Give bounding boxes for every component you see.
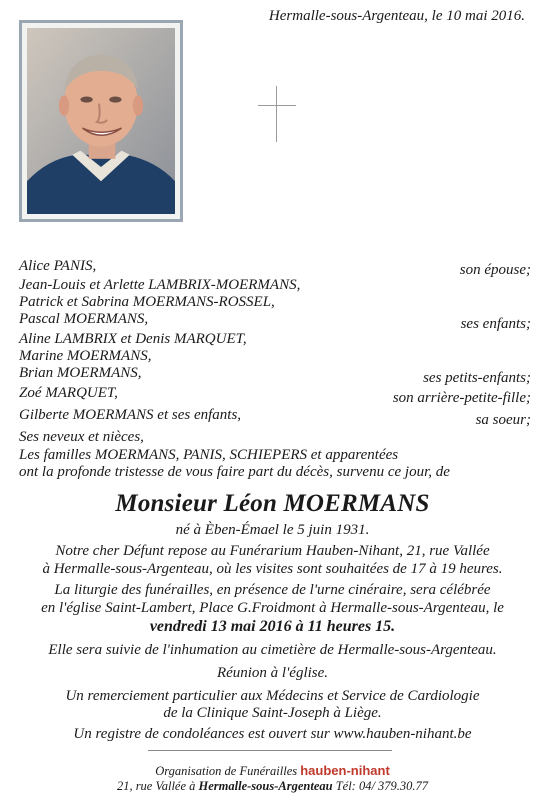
burial-line: Elle sera suivie de l'inhumation au cimetière de Hermalle-sous-Argenteau. <box>48 642 497 658</box>
org-label: Organisation de Funérailles <box>155 764 298 778</box>
address-prefix: 21, rue Vallée à <box>116 779 196 793</box>
deceased-name: Monsieur Léon MOERMANS <box>115 490 430 517</box>
relation-label: ses enfants; <box>460 316 531 332</box>
family-line: Jean-Louis et Arlette LAMBRIX-MOERMANS, <box>19 277 301 293</box>
family-line: Zoé MARQUET, <box>19 385 118 401</box>
thanks-line-1: Un remerciement particulier aux Médecins et Service de Cardiologie <box>65 688 480 704</box>
thanks-line-2: de la Clinique Saint-Joseph à Liège. <box>163 705 382 721</box>
relation-label: son épouse; <box>459 262 531 278</box>
family-line: Les familles MOERMANS, PANIS, SCHIEPERS et apparentées <box>19 447 399 463</box>
birth-line: né à Èben-Émael le 5 juin 1931. <box>175 522 370 538</box>
portrait-frame <box>19 20 183 222</box>
liturgy-line-2: en l'église Saint-Lambert, Place G.Froidmont à Hermalle-sous-Argenteau, le <box>41 600 504 616</box>
telephone: Tél: 04/ 379.30.77 <box>335 779 429 793</box>
portrait-mat <box>22 23 180 219</box>
footer-address <box>0 779 545 794</box>
family-line: Brian MOERMANS, <box>19 365 142 381</box>
repose-line-1: Notre cher Défunt repose au Funérarium Hauben-Nihant, 21, rue Vallée <box>55 543 490 559</box>
family-line: Pascal MOERMANS, <box>19 311 149 327</box>
meeting-line: Réunion à l'église. <box>216 665 329 681</box>
register-line: Un registre de condoléances est ouvert sur www.hauben-nihant.be <box>73 726 472 742</box>
relation-label: ses petits-enfants; <box>423 370 531 386</box>
family-line: Ses neveux et nièces, <box>19 429 144 445</box>
brand-logo: hauben-nihant <box>300 763 390 778</box>
cross-icon <box>258 86 296 142</box>
family-line: Alice PANIS, <box>19 258 97 274</box>
family-line: Patrick et Sabrina MOERMANS-ROSSEL, <box>19 294 275 310</box>
funeral-datetime: vendredi 13 mai 2016 à 11 heures 15. <box>149 618 396 635</box>
repose-line-2: à Hermalle-sous-Argenteau, où les visites sont souhaitées de 17 à 19 heures. <box>42 561 503 577</box>
family-line: Aline LAMBRIX et Denis MARQUET, <box>19 331 247 347</box>
relation-label: son arrière-petite-fille; <box>392 390 531 406</box>
dateline: Hermalle-sous-Argenteau, le 10 mai 2016. <box>268 8 525 24</box>
footer-org <box>0 763 545 779</box>
family-line: Marine MOERMANS, <box>19 348 152 364</box>
footer-divider <box>148 750 392 751</box>
announcement: ont la profonde tristesse de vous faire part du décès, survenu ce jour, de <box>19 464 450 480</box>
liturgy-line-1: La liturgie des funérailles, en présence de l'urne cinéraire, sera célébrée <box>54 582 491 598</box>
family-line: Gilberte MOERMANS et ses enfants, <box>19 407 242 423</box>
relation-label: sa soeur; <box>475 412 531 428</box>
address-city: Hermalle-sous-Argenteau <box>198 779 333 793</box>
portrait-photo <box>27 28 175 214</box>
